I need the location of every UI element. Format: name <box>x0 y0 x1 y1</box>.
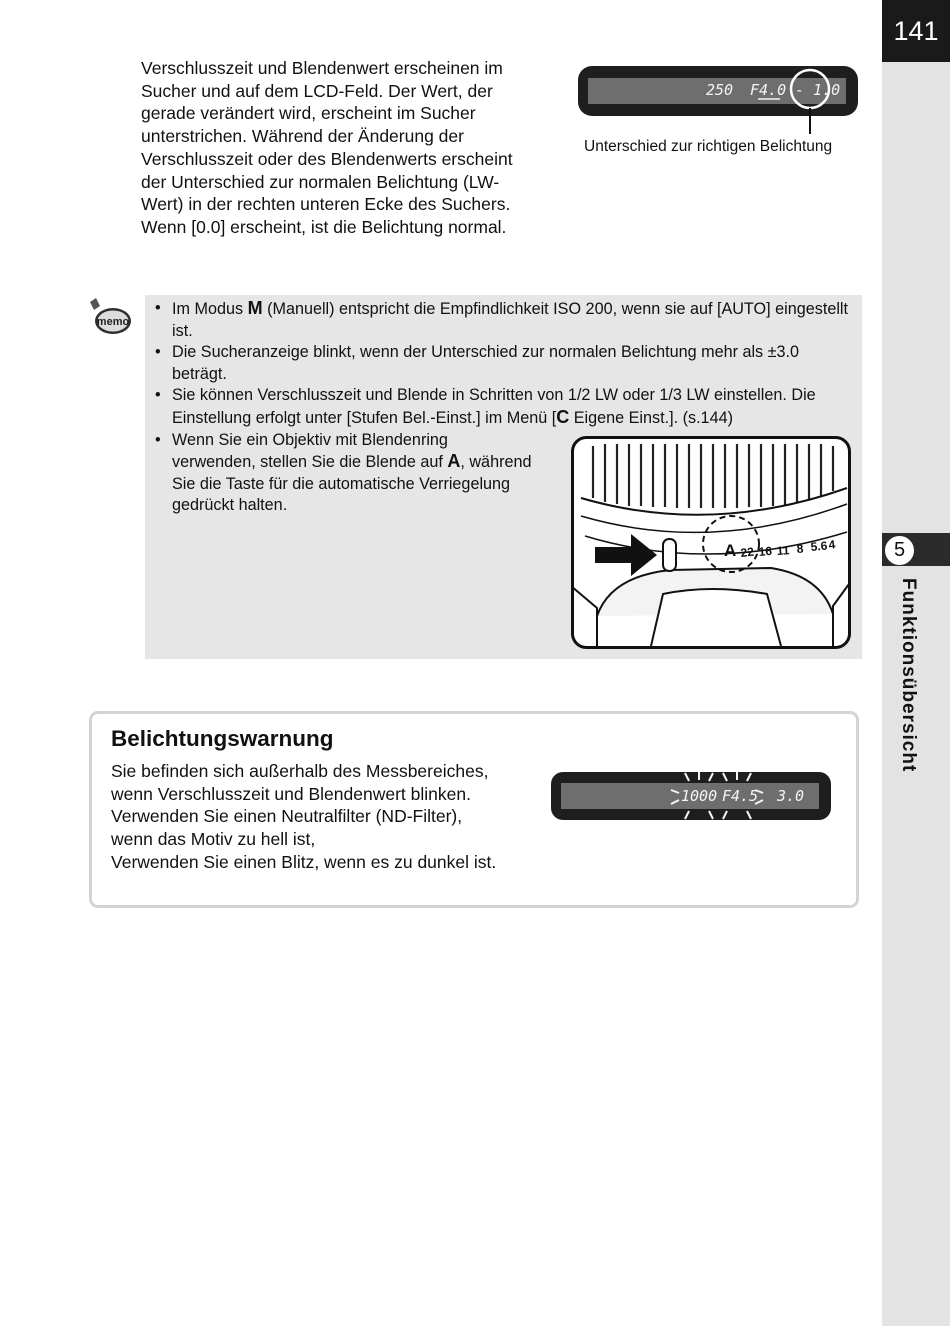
warning-line: Sie befinden sich außerhalb des Messbereiches, <box>111 761 489 781</box>
warning-title: Belichtungswarnung <box>111 726 334 751</box>
memo-item-iso: • Im Modus M (Manuell) entspricht die Empfindlichkeit ISO 200, wenn sie auf [AUTO] eingestellt ist. <box>155 298 849 340</box>
caption-pointer-line <box>800 114 820 136</box>
lens-scale-value: 11 <box>776 543 790 558</box>
viewfinder2-shutter: 1000 <box>681 787 718 805</box>
warning-line: Verwenden Sie einen Neutralfilter (ND-Filter), <box>111 806 463 827</box>
custom-menu-symbol: C <box>556 406 570 427</box>
mode-m-symbol: M <box>247 298 263 318</box>
viewfinder2-ev-difference: 3.0 <box>777 787 805 805</box>
lens-scale-mark: A <box>724 541 737 560</box>
intro-paragraph: Verschlusszeit und Blendenwert erscheinen im Sucher und auf dem LCD-Feld. Der Wert, der gerade verändert wird, erscheint im Sucher unterstrichen. Während der Änderung der Verschlusszeit oder des Blendenwerts erscheint der Unterschied zur normalen Belichtung (LW-Wert) in der rechten unteren Ecke des Suchers. Wenn [0.0] erscheint, ist die Belichtung normal. <box>141 58 513 237</box>
lens-scale-value: 8 <box>796 541 804 556</box>
viewfinder-display-blinking <box>551 768 831 822</box>
aperture-a-symbol: A <box>447 451 461 472</box>
lens-scale-value: 16 <box>758 543 773 559</box>
memo-icon-label: memo <box>96 316 130 328</box>
page-number: 141 <box>882 0 950 62</box>
viewfinder-display-ev-difference <box>578 66 858 116</box>
warning-line: wenn das Motiv zu hell ist, <box>111 829 316 850</box>
viewfinder2-aperture: F4.5 <box>722 787 759 805</box>
memo-item-blink: • Die Sucheranzeige blinkt, wenn der Unterschied zur normalen Belichtung mehr als ±3.0 beträgt. <box>155 343 800 383</box>
lens-aperture-ring-illustration <box>571 436 851 649</box>
viewfinder1-caption: Unterschied zur richtigen Belichtung <box>584 138 833 155</box>
warning-text <box>111 760 551 874</box>
memo-icon <box>86 296 136 338</box>
lens-scale-value: 22 <box>739 544 755 560</box>
chapter-title: Funktionsübersicht <box>898 578 919 773</box>
lens-scale-value: 4 <box>827 537 836 552</box>
warning-line: wenn Verschlusszeit und Blendenwert blinken. <box>111 783 471 804</box>
memo-item-aperture-ring: • Wenn Sie ein Objektiv mit Blendenring verwenden, stellen Sie die Blende auf A, während Sie die Taste für die automatische Verriegelung gedrückt halten. <box>155 430 532 515</box>
memo-item-steps: • Sie können Verschlusszeit und Blende in Schritten von 1/2 LW oder 1/3 LW einstellen. Die Einstellung erfolgt unter [Stufen Bel.-Einst.] im Menü [C Eigene Einst.]. (s.144) <box>155 386 816 427</box>
viewfinder1-aperture: F4.0 <box>750 81 787 99</box>
warning-line: Verwenden Sie einen Blitz, wenn es zu dunkel ist. <box>111 851 497 872</box>
viewfinder1-ev-difference: - 1.0 <box>795 81 841 99</box>
chapter-number: 5 <box>884 535 915 566</box>
lens-scale-value: 5.6 <box>810 538 828 554</box>
viewfinder1-shutter: 250 <box>706 81 734 99</box>
